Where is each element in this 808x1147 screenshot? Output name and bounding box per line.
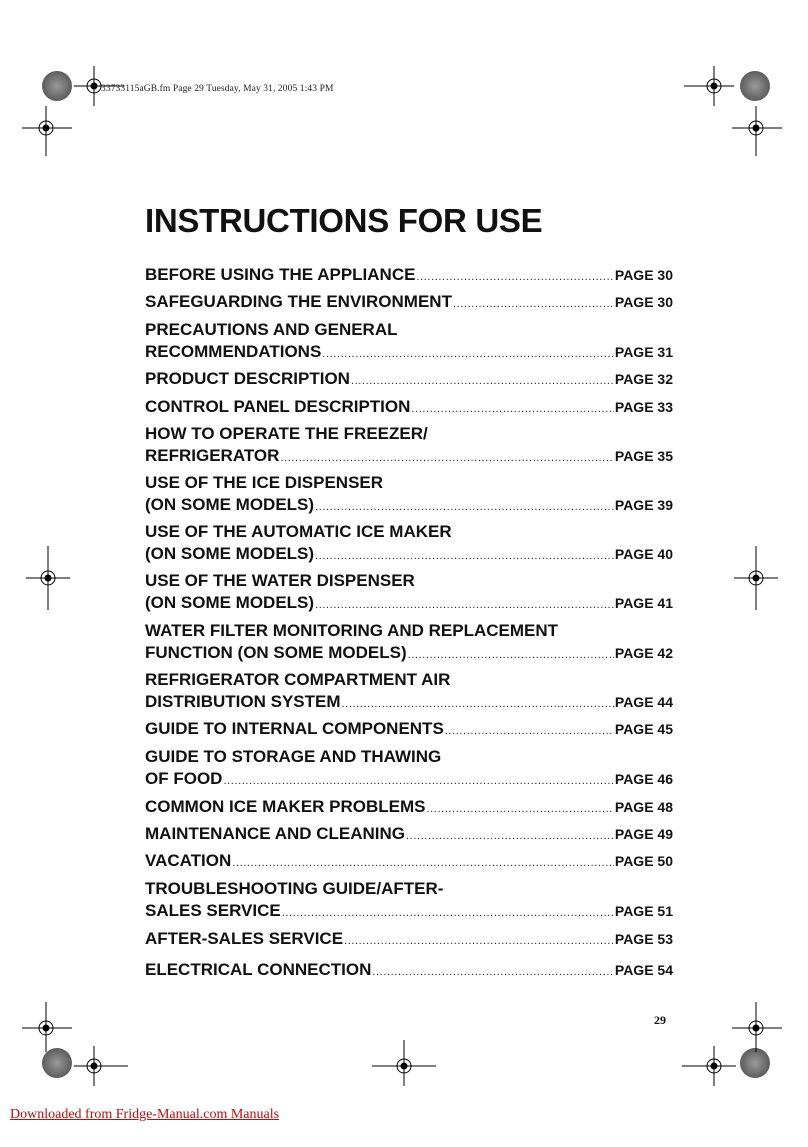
toc-entry-label: FUNCTION (ON SOME MODELS) [145, 643, 407, 662]
toc-entry-page: PAGE 41 [614, 595, 673, 611]
toc-leader-dots [351, 370, 614, 392]
toc-entry-first-line: WATER FILTER MONITORING AND REPLACEMENT [145, 621, 559, 640]
toc-entry-page: PAGE 49 [614, 826, 673, 842]
toc-leader-dots [315, 496, 614, 518]
file-info-header: 33733115aGB.fm Page 29 Tuesday, May 31, 2005 1:43 PM [101, 84, 334, 94]
toc-leader-dots [315, 545, 614, 567]
crosshair-icon-bottom-right-upper [732, 1002, 782, 1052]
toc-entry[interactable] [145, 396, 673, 420]
toc-entry-first-line: HOW TO OPERATE THE FREEZER/ [145, 424, 428, 443]
toc-entry-label: (ON SOME MODELS) [145, 495, 315, 514]
toc-entry[interactable] [145, 521, 673, 567]
toc-entry-page: PAGE 31 [614, 344, 673, 360]
crosshair-icon-bottom-right [682, 1046, 736, 1086]
toc-leader-dots [322, 343, 614, 365]
toc-entry-page: PAGE 39 [614, 497, 673, 513]
toc-entry-page: PAGE 48 [614, 799, 673, 815]
toc-entry[interactable] [145, 472, 673, 518]
toc-leader-dots [223, 770, 613, 792]
toc-entry-page: PAGE 54 [614, 962, 673, 978]
toc-entry[interactable] [145, 620, 673, 666]
toc-entry[interactable] [145, 746, 673, 792]
toc-entry-page: PAGE 45 [614, 721, 673, 737]
toc-leader-dots [280, 447, 613, 469]
crosshair-icon-bottom-center [372, 1040, 436, 1086]
toc-entry[interactable] [145, 291, 673, 315]
crosshair-icon-bottom-left-upper [22, 1002, 72, 1052]
toc-entry[interactable] [145, 959, 673, 983]
toc-entry-first-line: USE OF THE ICE DISPENSER [145, 473, 384, 492]
toc-leader-dots [232, 852, 614, 874]
toc-entry-label: (ON SOME MODELS) [145, 544, 315, 563]
registration-disc-top-left [42, 71, 72, 101]
toc-leader-dots [342, 693, 614, 715]
toc-entry-page: PAGE 42 [614, 645, 673, 661]
toc-entry-label: BEFORE USING THE APPLIANCE [145, 265, 416, 284]
toc-entry-label: SALES SERVICE [145, 901, 281, 920]
toc-entry-page: PAGE 35 [614, 448, 673, 464]
toc-entry[interactable] [145, 878, 673, 924]
toc-entry-label: MAINTENANCE AND CLEANING [145, 824, 406, 843]
toc-entry-first-line: GUIDE TO STORAGE AND THAWING [145, 747, 442, 766]
toc-entry-label: GUIDE TO INTERNAL COMPONENTS [145, 719, 444, 738]
toc-entry-first-line: TROUBLESHOOTING GUIDE/AFTER- [145, 879, 444, 898]
toc-leader-dots [411, 398, 613, 420]
crosshair-icon-bottom-left [74, 1046, 128, 1086]
toc-entry-label: COMMON ICE MAKER PROBLEMS [145, 797, 426, 816]
page-title: INSTRUCTIONS FOR USE [145, 202, 543, 239]
page-number: 29 [654, 1013, 666, 1027]
toc-entry-label: RECOMMENDATIONS [145, 342, 322, 361]
toc-entry-label: CONTROL PANEL DESCRIPTION [145, 397, 411, 416]
toc-leader-dots [344, 930, 614, 952]
toc-leader-dots [372, 961, 614, 983]
toc-entry[interactable] [145, 669, 673, 715]
toc-entry[interactable] [145, 796, 673, 820]
toc-entry[interactable] [145, 850, 673, 874]
toc-leader-dots [406, 825, 614, 847]
toc-entry[interactable] [145, 570, 673, 616]
toc-entry-label: SAFEGUARDING THE ENVIRONMENT [145, 292, 452, 311]
toc-entry[interactable] [145, 368, 673, 392]
crosshair-icon-top-left-lower [22, 106, 72, 156]
crosshair-icon-mid-left [26, 546, 70, 610]
toc-entry-label: DISTRIBUTION SYSTEM [145, 692, 341, 711]
toc-entry-first-line: PRECAUTIONS AND GENERAL [145, 320, 398, 339]
toc-leader-dots [315, 594, 614, 616]
toc-entry[interactable] [145, 423, 673, 469]
toc-entry-page: PAGE 46 [614, 771, 673, 787]
toc-entry-page: PAGE 30 [614, 267, 673, 283]
toc-entry[interactable] [145, 264, 673, 288]
toc-leader-dots [408, 644, 614, 666]
toc-entry-page: PAGE 32 [614, 371, 673, 387]
download-source-link[interactable]: Downloaded from Fridge-Manual.com Manuals [10, 1107, 280, 1122]
toc-entry-page: PAGE 30 [614, 294, 673, 310]
toc-entry-page: PAGE 33 [614, 399, 673, 415]
crosshair-icon-mid-right [734, 546, 778, 610]
toc-entry[interactable] [145, 928, 673, 952]
crosshair-icon-top-right [684, 66, 734, 106]
toc-entry-label: AFTER-SALES SERVICE [145, 929, 344, 948]
toc-leader-dots [282, 902, 614, 924]
toc-leader-dots [453, 293, 614, 315]
toc-entry-first-line: USE OF THE WATER DISPENSER [145, 571, 415, 590]
toc-entry-label: PRODUCT DESCRIPTION [145, 369, 350, 388]
toc-entry[interactable] [145, 319, 673, 365]
crosshair-icon-top-right-lower [732, 106, 782, 156]
toc-entry-page: PAGE 51 [614, 903, 673, 919]
toc-entry-page: PAGE 40 [614, 546, 673, 562]
toc-entry-label: ELECTRICAL CONNECTION [145, 960, 372, 979]
toc-entry[interactable] [145, 718, 673, 742]
toc-entry-first-line: REFRIGERATOR COMPARTMENT AIR [145, 670, 451, 689]
toc-entry-label: OF FOOD [145, 769, 223, 788]
toc-entry-page: PAGE 53 [614, 931, 673, 947]
registration-disc-bottom-right [740, 1048, 770, 1078]
registration-disc-top-right [740, 71, 770, 101]
registration-disc-bottom-left [42, 1048, 72, 1078]
toc-entry-label: REFRIGERATOR [145, 446, 280, 465]
toc-leader-dots [427, 798, 614, 820]
toc-entry-label: VACATION [145, 851, 232, 870]
toc-entry-page: PAGE 44 [614, 694, 673, 710]
toc-leader-dots [416, 266, 613, 288]
toc-entry-page: PAGE 50 [614, 853, 673, 869]
toc-entry-first-line: USE OF THE AUTOMATIC ICE MAKER [145, 522, 452, 541]
toc-entry[interactable] [145, 823, 673, 847]
toc-leader-dots [445, 720, 614, 742]
toc-entry-label: (ON SOME MODELS) [145, 593, 315, 612]
